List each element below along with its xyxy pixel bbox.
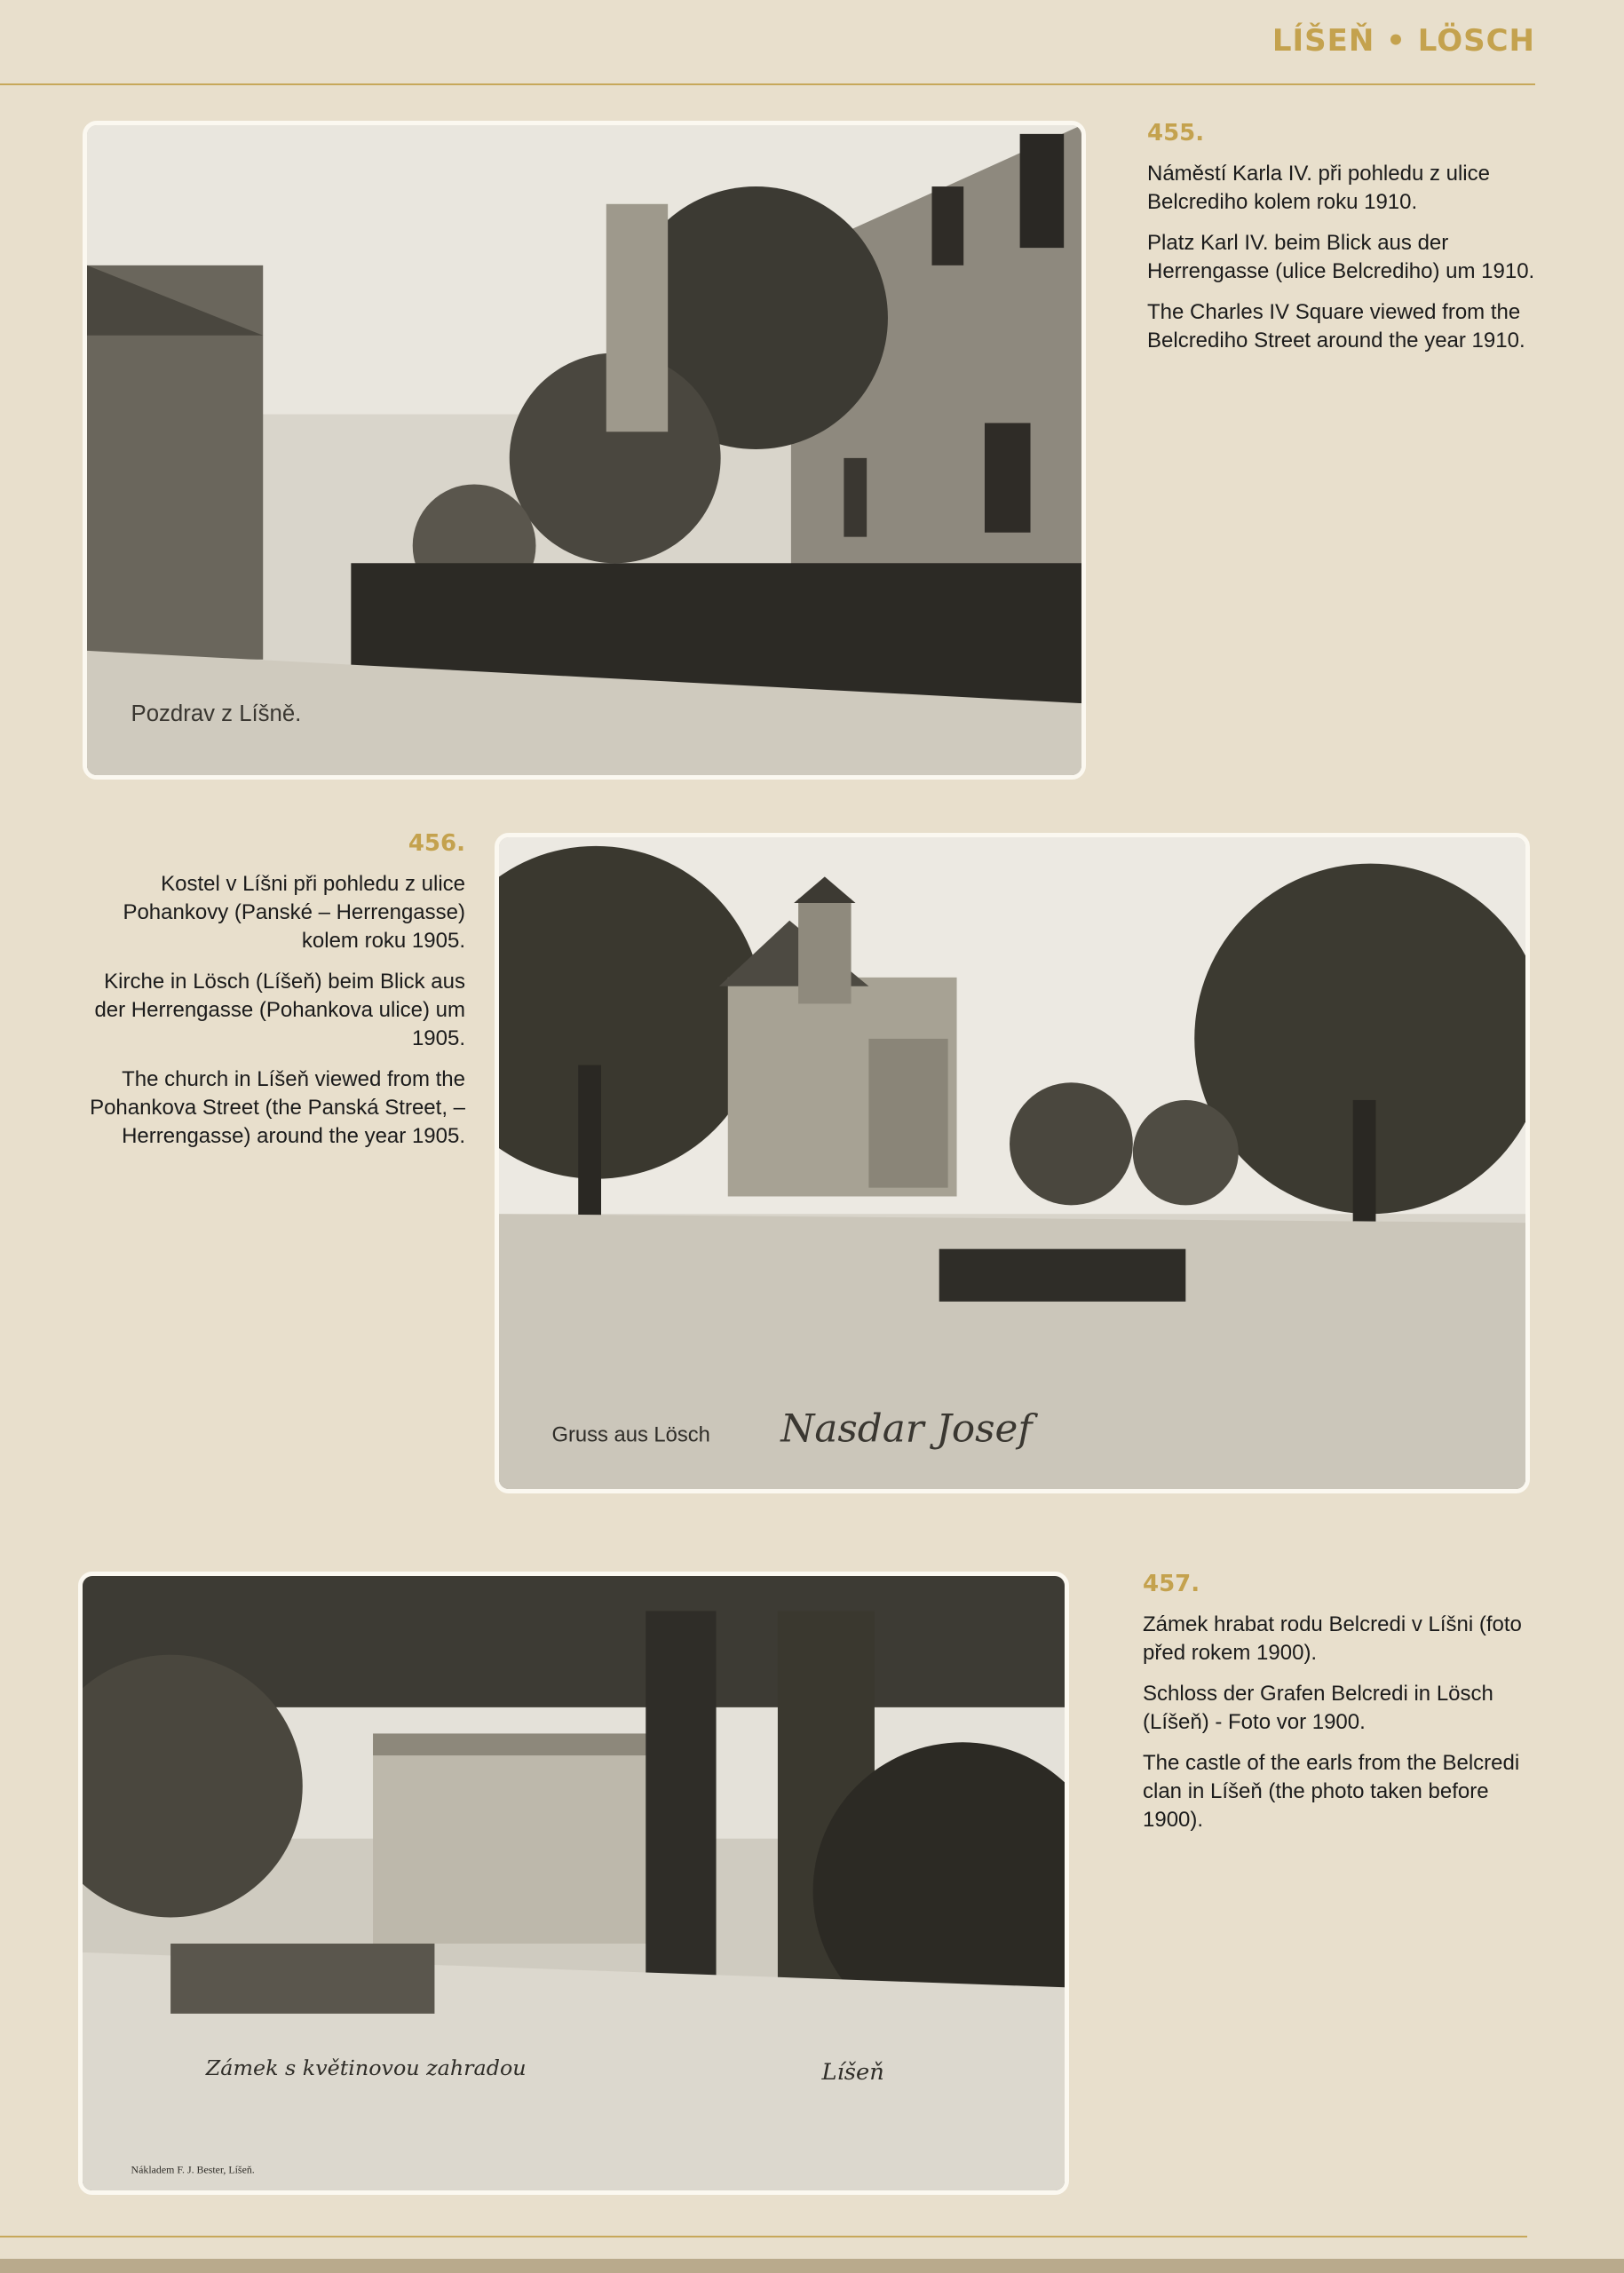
photo-455 [83,121,1086,780]
entry-text-cz: Zámek hrabat rodu Belcredi v Líšni (foto před rokem 1900). [1143,1612,1522,1665]
entry-text-en: The Charles IV Square viewed from the Belcrediho Street around the year 1910. [1147,300,1525,352]
section-title: LÍŠEŇ • LÖSCH [1271,23,1535,59]
photo-457 [78,1572,1069,2195]
bottom-strip [0,2259,1624,2273]
entry-number: 455. [1147,120,1205,147]
photo-455-caption: Pozdrav z Líšně. [131,701,302,726]
entry-text-de: Schloss der Grafen Belcredi in Lösch (Líšeň) - Foto vor 1900. [1143,1682,1493,1734]
photo-456-caption: Gruss aus Lösch [551,1423,710,1447]
entry-number: 457. [1143,1571,1200,1597]
entry-text-cz: Kostel v Líšni při pohledu z ulice Pohankovy (Panské – Herrengasse) kolem roku 1905. [123,872,465,953]
photo-457-caption-left: Zámek s květinovou zahradou [205,2055,527,2080]
entry-text-en: The church in Líšeň viewed from the Pohankova Street (the Panská Street, – Herrengasse) around the year 1905. [90,1067,465,1148]
entry-text-cz: Náměstí Karla IV. při pohledu z ulice Belcrediho kolem roku 1910. [1147,162,1490,214]
entry-text-de: Kirche in Lösch (Líšeň) beim Blick aus der Herrengasse (Pohankova ulice) um 1905. [94,970,465,1050]
entry-text-en: The castle of the earls from the Belcredi clan in Líšeň (the photo taken before 1900). [1143,1751,1520,1832]
photo-457-caption-right: Líšeň [821,2058,884,2086]
photo-456-handwriting: Nasdar Josef [780,1406,1033,1452]
entry-457 [1143,1570,1530,1847]
top-divider [0,83,1535,85]
photo-456 [495,833,1530,1493]
photo-457-publisher: Nákladem F. J. Bester, Líšeň. [131,2163,255,2176]
entry-text-de: Platz Karl IV. beim Blick aus der Herrengasse (ulice Belcrediho) um 1910. [1147,231,1535,283]
entry-number: 456. [408,830,465,857]
bottom-divider [0,2236,1527,2237]
entry-456 [82,829,465,1163]
entry-455 [1147,119,1556,368]
